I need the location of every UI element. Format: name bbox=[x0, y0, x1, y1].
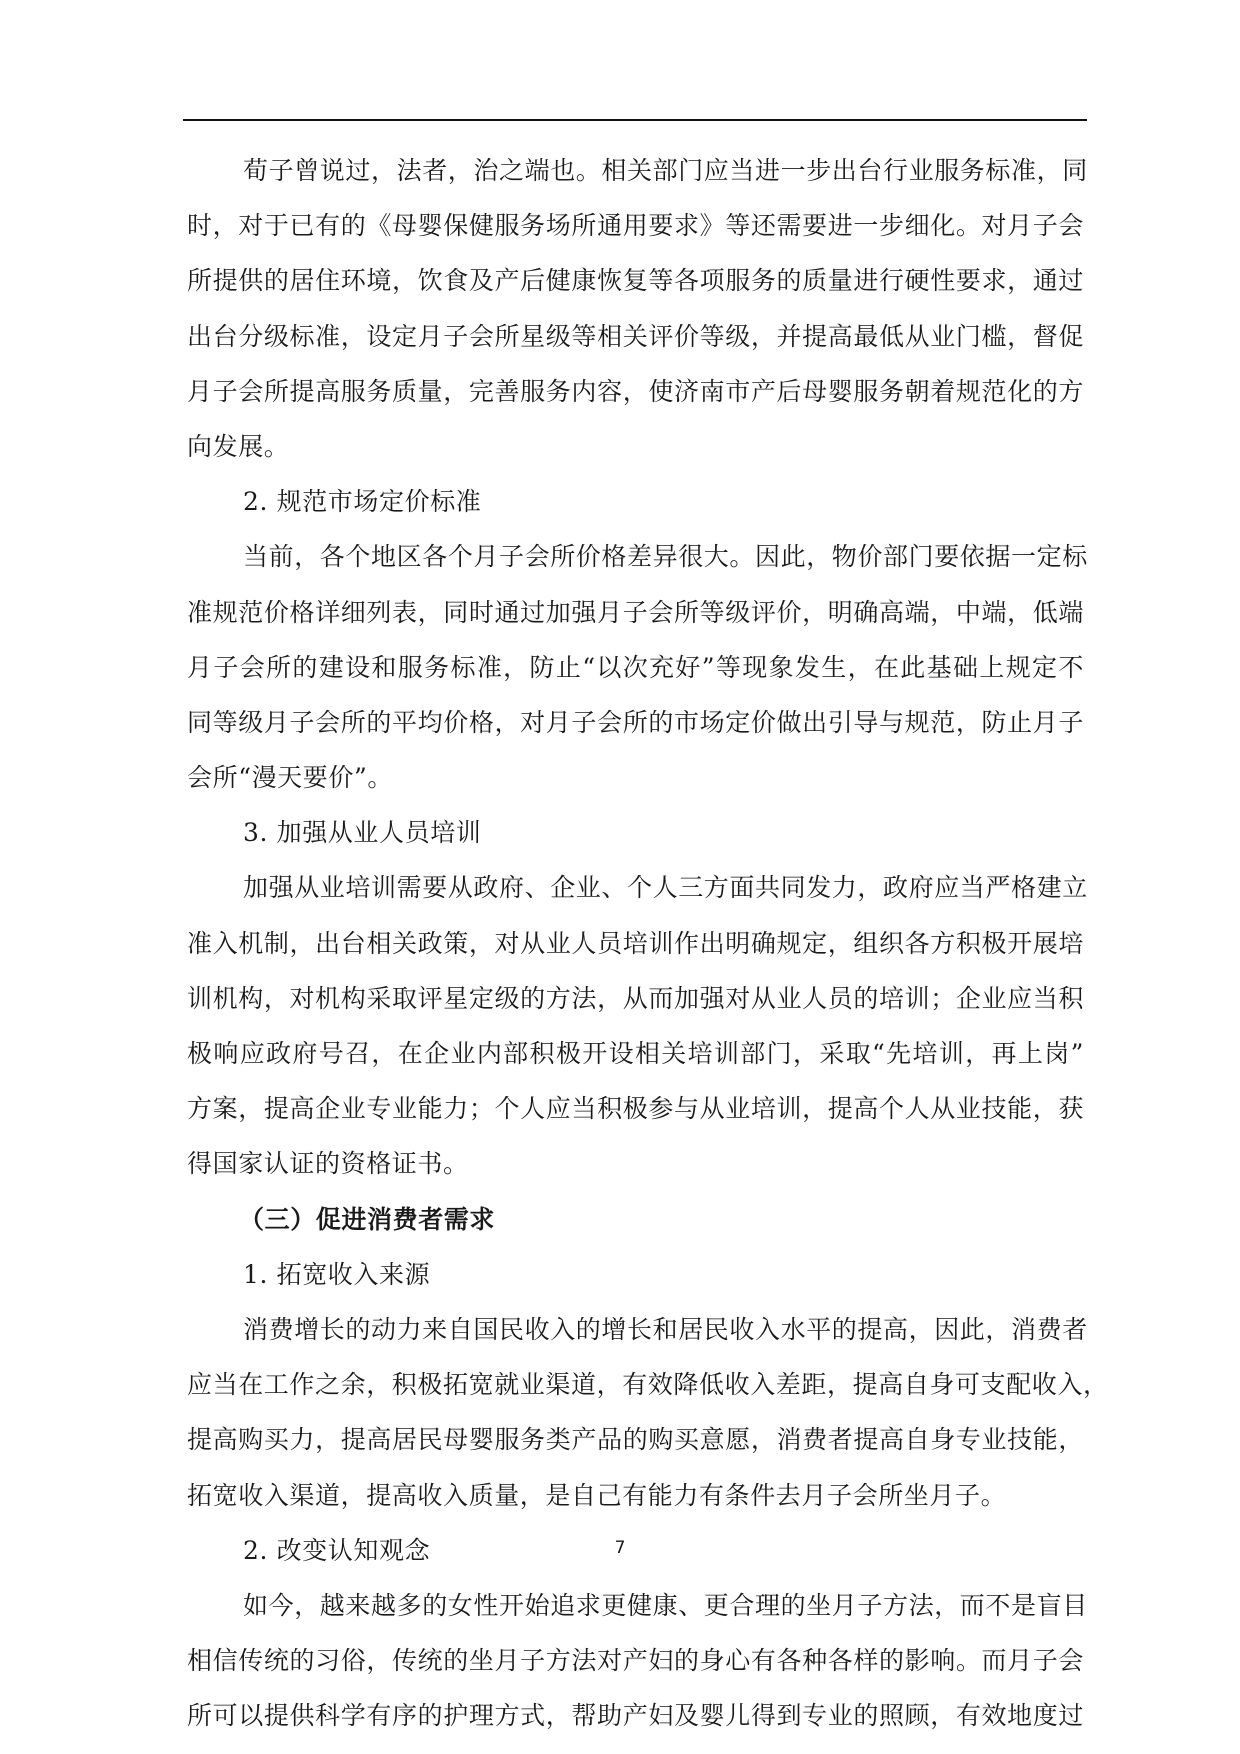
text-line: 出台分级标准，设定月子会所星级等相关评价等级，并提高最低从业门槛，督促 bbox=[187, 321, 1084, 351]
text-line: 月子会所提高服务质量，完善服务内容，使济南市产后母婴服务朝着规范化的方 bbox=[187, 376, 1084, 406]
text-line: 会所“漫天要价”。 bbox=[187, 763, 393, 793]
paragraph-training bbox=[187, 860, 1088, 1191]
text-line: 向发展。 bbox=[187, 431, 290, 461]
text-line: 得国家认证的资格证书。 bbox=[187, 1149, 469, 1179]
subheading-staff-training: 3. 加强从业人员培训 bbox=[243, 818, 482, 848]
text-line: 提高购买力，提高居民母婴服务类产品的购买意愿，消费者提高自身专业技能， bbox=[187, 1425, 1084, 1455]
text-line: 所提供的居住环境，饮食及产后健康恢复等各项服务的质量进行硬性要求，通过 bbox=[187, 266, 1084, 296]
section-heading-consumer-demand: （三）促进消费者需求 bbox=[239, 1204, 496, 1234]
text-line: 极响应政府号召，在企业内部积极开设相关培训部门，采取“先培训，再上岗” bbox=[187, 1039, 1084, 1068]
subheading-pricing-standards: 2. 规范市场定价标准 bbox=[243, 487, 482, 517]
text-line: 准规范价格详细列表，同时通过加强月子会所等级评价，明确高端，中端，低端 bbox=[187, 597, 1084, 627]
text-line: 加强从业培训需要从政府、企业、个人三方面共同发力，政府应当严格建立 bbox=[243, 873, 1088, 903]
text-line: 拓宽收入渠道，提高收入质量，是自己有能力有条件去月子会所坐月子。 bbox=[187, 1480, 1007, 1510]
paragraph-perception bbox=[187, 1578, 1088, 1744]
text-line: 相信传统的习俗，传统的坐月子方法对产妇的身心有各种各样的影响。而月子会 bbox=[187, 1646, 1084, 1676]
subheading-change-perception: 2. 改变认知观念 bbox=[243, 1535, 431, 1565]
text-line: 当前，各个地区各个月子会所价格差异很大。因此，物价部门要依据一定标 bbox=[243, 542, 1088, 572]
text-line: 消费增长的动力来自国民收入的增长和居民收入水平的提高，因此，消费者 bbox=[243, 1314, 1088, 1344]
header-rule bbox=[183, 119, 1087, 121]
text-line: 同等级月子会所的平均价格，对月子会所的市场定价做出引导与规范，防止月子 bbox=[187, 707, 1084, 737]
page-number: 7 bbox=[614, 1538, 626, 1558]
text-line: 方案，提高企业专业能力；个人应当积极参与从业培训，提高个人从业技能，获 bbox=[187, 1094, 1084, 1124]
text-line: 如今，越来越多的女性开始追求更健康、更合理的坐月子方法，而不是盲目 bbox=[243, 1590, 1088, 1620]
page-body bbox=[187, 143, 1109, 1743]
text-line: 准入机制，出台相关政策，对从业人员培训作出明确规定，组织各方积极开展培 bbox=[187, 928, 1084, 958]
text-line: 荀子曾说过，法者，治之端也。相关部门应当进一步出台行业服务标准，同 bbox=[243, 156, 1088, 185]
paragraph-legal-standards bbox=[187, 143, 1088, 474]
paragraph-income bbox=[187, 1302, 1109, 1523]
text-line: 应当在工作之余，积极拓宽就业渠道，有效降低收入差距，提高自身可支配收入， bbox=[187, 1370, 1109, 1400]
text-line: 训机构，对机构采取评星定级的方法，从而加强对从业人员的培训；企业应当积 bbox=[187, 983, 1084, 1013]
text-line: 月子会所的建设和服务标准，防止“以次充好”等现象发生，在此基础上规定不 bbox=[187, 652, 1084, 682]
text-line: 时，对于已有的《母婴保健服务场所通用要求》等还需要进一步细化。对月子会 bbox=[187, 211, 1084, 241]
paragraph-pricing bbox=[187, 529, 1088, 805]
subheading-income-sources: 1. 拓宽收入来源 bbox=[243, 1259, 431, 1289]
text-line: 所可以提供科学有序的护理方式，帮助产妇及婴儿得到专业的照顾，有效地度过 bbox=[187, 1701, 1084, 1731]
